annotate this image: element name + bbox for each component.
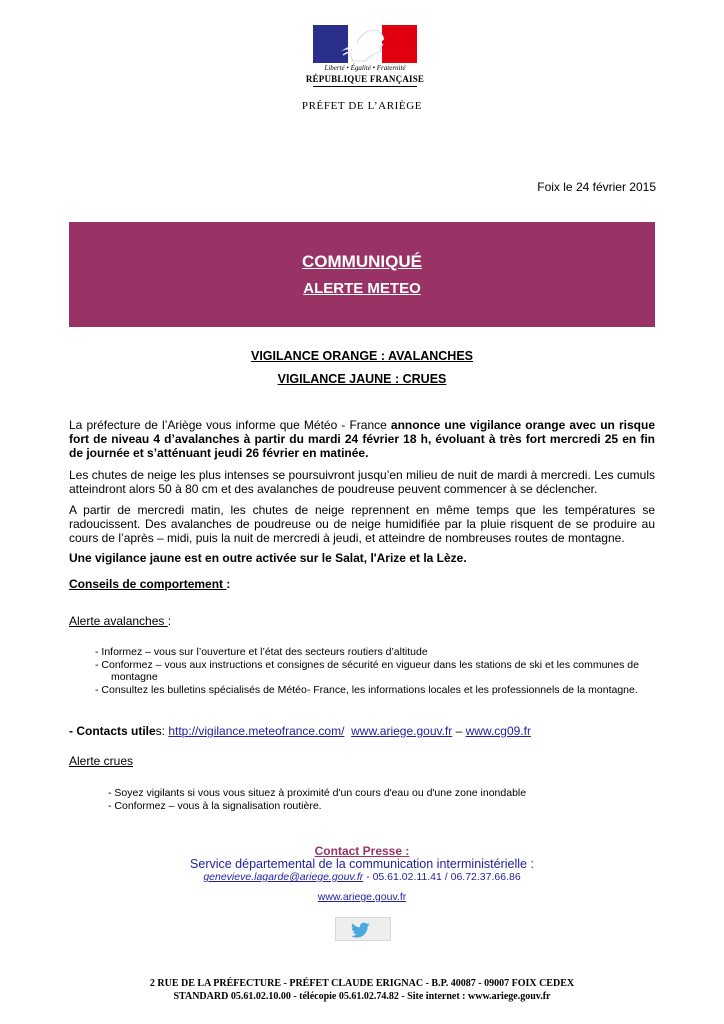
presse-service: Service départemental de la communication interministérielle : [190, 857, 534, 871]
marianne-profile-icon [313, 25, 417, 63]
meteofrance-link[interactable]: http://vigilance.meteofrance.com/ [168, 724, 345, 738]
twitter-button[interactable] [335, 917, 391, 941]
avalanches-advice-list [95, 646, 655, 696]
cg09-link[interactable]: www.cg09.fr [465, 724, 531, 738]
ariege-link[interactable]: www.ariege.gouv.fr [351, 724, 453, 738]
vigilance-orange-title: VIGILANCE ORANGE : AVALANCHES [251, 349, 473, 363]
presse-email-link[interactable]: genevieve.lagarde@ariege.gouv.fr [203, 871, 364, 883]
avalanches-heading [69, 614, 171, 628]
communique-banner [69, 222, 655, 327]
contact-presse-title: Contact Presse : [314, 844, 410, 858]
avalanches-colon: : [167, 614, 172, 628]
contacts-line [69, 724, 531, 738]
presse-website-link[interactable]: www.ariege.gouv.fr [317, 891, 407, 903]
banner-subtitle: ALERTE METEO [303, 280, 421, 297]
list-item: - Soyez vigilants si vous vous situez à proximité d'un cours d'eau ou d'une zone inondable [108, 787, 527, 799]
prefet-title: PRÉFET DE L’ARIÈGE [301, 100, 423, 112]
presse-phones: - 05.61.02.11.41 / 06.72.37.66.86 [363, 871, 521, 883]
marianne-logo [313, 25, 417, 63]
crues-advice-list [108, 787, 648, 812]
contacts-separator: – [452, 724, 466, 738]
footer-address: 2 RUE DE LA PRÉFECTURE - PRÉFET CLAUDE ERIGNAC - B.P. 40087 - 09007 FOIX CEDEX [149, 978, 575, 989]
document-date: Foix le 24 février 2015 [537, 180, 656, 194]
footer-contact: STANDARD 05.61.02.10.00 - télécopie 05.61.02.74.82 - Site internet : www.ariege.gouv.fr [173, 991, 551, 1002]
list-item: - Conformez – vous à la signalisation routière. [108, 799, 322, 812]
paragraph-snow: Les chutes de neige les plus intenses se poursuivront jusqu’en milieu de nuit de mardi à mercredi. Les cumuls atteindront alors 50 à 80 cm et des avalanches de poudreuse peuvent commencer à se déclencher. [69, 468, 655, 496]
crues-heading: Alerte crues [69, 754, 134, 768]
paragraph-intro [69, 418, 655, 460]
contacts-label: - Contacts utile [69, 724, 156, 738]
header-divider [313, 86, 417, 87]
list-item: - Consultez les bulletins spécialisés de Météo- France, les informations locales et les professionnels de la montagne. [95, 683, 638, 696]
banner-title: COMMUNIQUÉ [302, 252, 422, 271]
paragraph-intro-bold: annonce une vigilance orange avec un risque fort de niveau 4 d’avalanches à partir du mardi 24 février 18 h, évoluant à très fort mercredi 25 en fin de journée et s’atténuant jeudi 26 février en matinée. [69, 418, 655, 460]
paragraph-afternoon: A partir de mercredi matin, les chutes de neige reprennent en même temps que les températures se radoucissent. Des avalanches de poudreuse ou de neige humidifiée par la pluie risquent de se produire au cours de l’après – midi, puis la nuit de mercredi à jeudi, et atteindre de nombreuses routes de montagne. [69, 503, 655, 545]
conseils-label: Conseils de comportement [69, 577, 227, 591]
contacts-label-rest: s: [155, 724, 169, 738]
republic-motto: Liberté • Égalité • Fraternité [324, 64, 406, 72]
list-item: - Informez – vous sur l’ouverture et l’état des secteurs routiers d’altitude [95, 646, 428, 658]
presse-contact-line [0, 871, 724, 883]
paragraph-yellow-alert: Une vigilance jaune est en outre activée sur le Salat, l'Arize et la Lèze. [69, 551, 467, 565]
conseils-colon: : [226, 577, 231, 591]
conseils-heading [69, 577, 230, 591]
vigilance-jaune-title: VIGILANCE JAUNE : CRUES [277, 372, 447, 386]
republique-francaise: RÉPUBLIQUE FRANÇAISE [305, 74, 425, 84]
twitter-bird-icon [336, 918, 390, 940]
avalanches-label: Alerte avalanches [69, 614, 168, 628]
list-item: - Conformez – vous aux instructions et consignes de sécurité en vigueur dans les stations de ski et les communes de montagne [95, 658, 639, 683]
paragraph-intro-text: La préfecture de l’Ariège vous informe que Météo - France [69, 418, 391, 432]
